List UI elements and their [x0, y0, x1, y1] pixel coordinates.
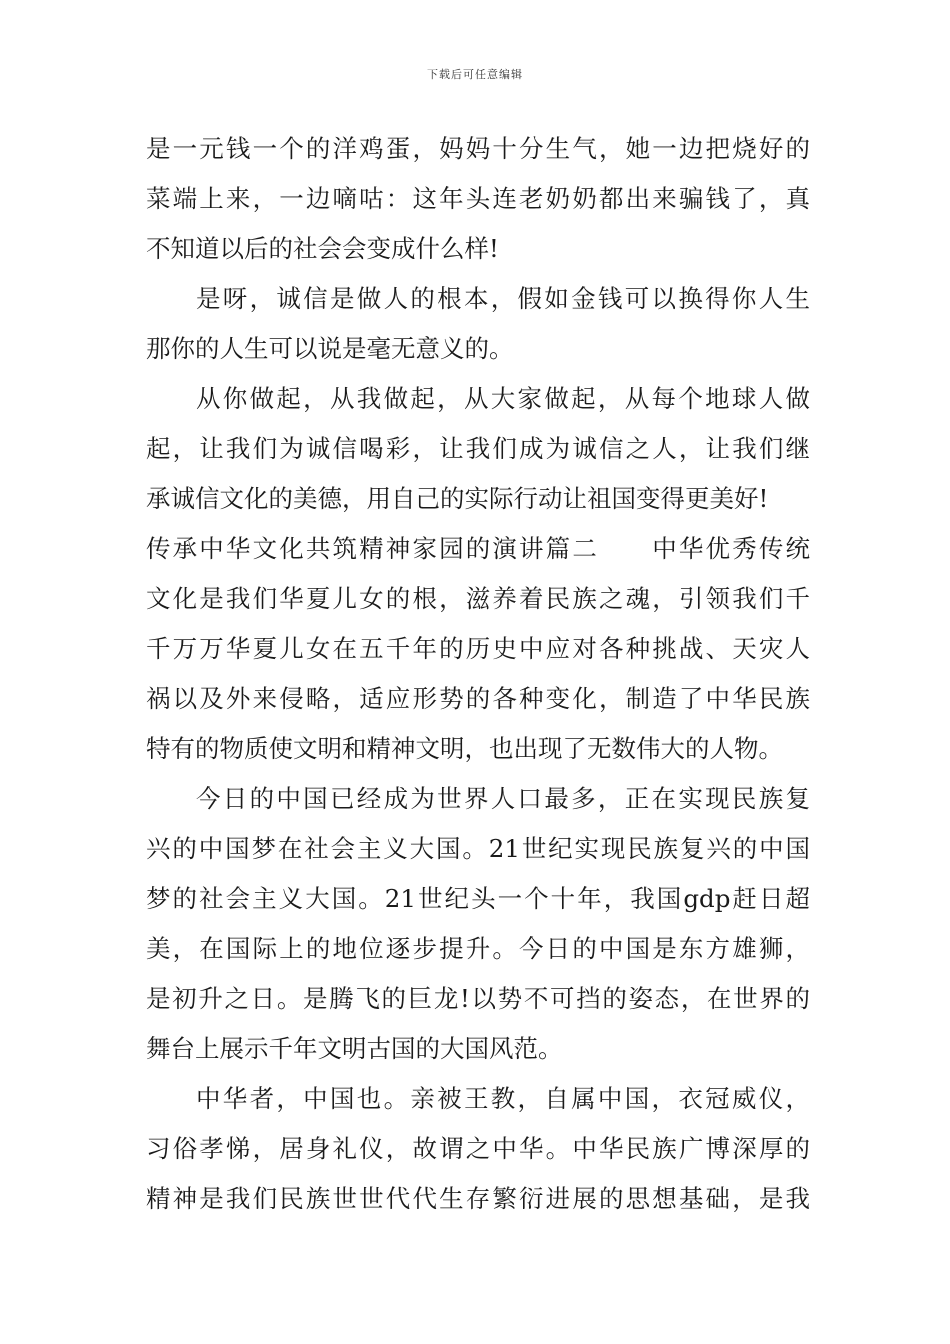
text-line: 起，让我们为诚信喝彩，让我们成为诚信之人，让我们继: [146, 434, 810, 463]
text-line: 传承中华文化共筑精神家园的演讲篇二 中华优秀传统: [146, 534, 810, 563]
text-line: 舞台上展示千年文明古国的大国风范。: [146, 1034, 563, 1063]
text-line: 习俗孝悌，居身礼仪，故谓之中华。中华民族广博深厚的: [146, 1134, 810, 1163]
text-line: 是呀，诚信是做人的根本，假如金钱可以换得你人生: [196, 284, 810, 313]
text-line: 文化是我们华夏儿女的根，滋养着民族之魂，引领我们千: [146, 584, 810, 613]
text-line: 梦的社会主义大国。21世纪头一个十年，我国gdp赶日超: [146, 884, 810, 913]
text-line: 兴的中国梦在社会主义大国。21世纪实现民族复兴的中国: [146, 834, 810, 863]
text-line: 中华者，中国也。亲被王教，自属中国，衣冠威仪，: [196, 1084, 810, 1113]
text-line: 那你的人生可以说是毫无意义的。: [146, 334, 514, 363]
text-line: 千万万华夏儿女在五千年的历史中应对各种挑战、天灾人: [146, 634, 810, 663]
text-line: 从你做起，从我做起，从大家做起，从每个地球人做: [196, 384, 810, 413]
text-line: 承诚信文化的美德，用自己的实际行动让祖国变得更美好!: [146, 484, 769, 513]
text-line: 菜端上来，一边嘀咕：这年头连老奶奶都出来骗钱了，真: [146, 184, 810, 213]
text-line: 是初升之日。是腾飞的巨龙!以势不可挡的姿态，在世界的: [146, 984, 810, 1013]
document-body: [146, 124, 810, 1224]
header-note: 下载后可任意编辑: [427, 68, 523, 81]
text-line: 美，在国际上的地位逐步提升。今日的中国是东方雄狮，: [146, 934, 810, 963]
text-line: 精神是我们民族世世代代生存繁衍进展的思想基础，是我: [146, 1184, 810, 1213]
text-line: 祸以及外来侵略，适应形势的各种变化，制造了中华民族: [146, 684, 810, 713]
text-line: 是一元钱一个的洋鸡蛋，妈妈十分生气，她一边把烧好的: [146, 134, 810, 163]
text-line: 不知道以后的社会会变成什么样!: [146, 234, 499, 263]
text-line: 今日的中国已经成为世界人口最多，正在实现民族复: [196, 784, 810, 813]
text-line: 特有的物质使文明和精神文明，也出现了无数伟大的人物。: [146, 734, 783, 763]
